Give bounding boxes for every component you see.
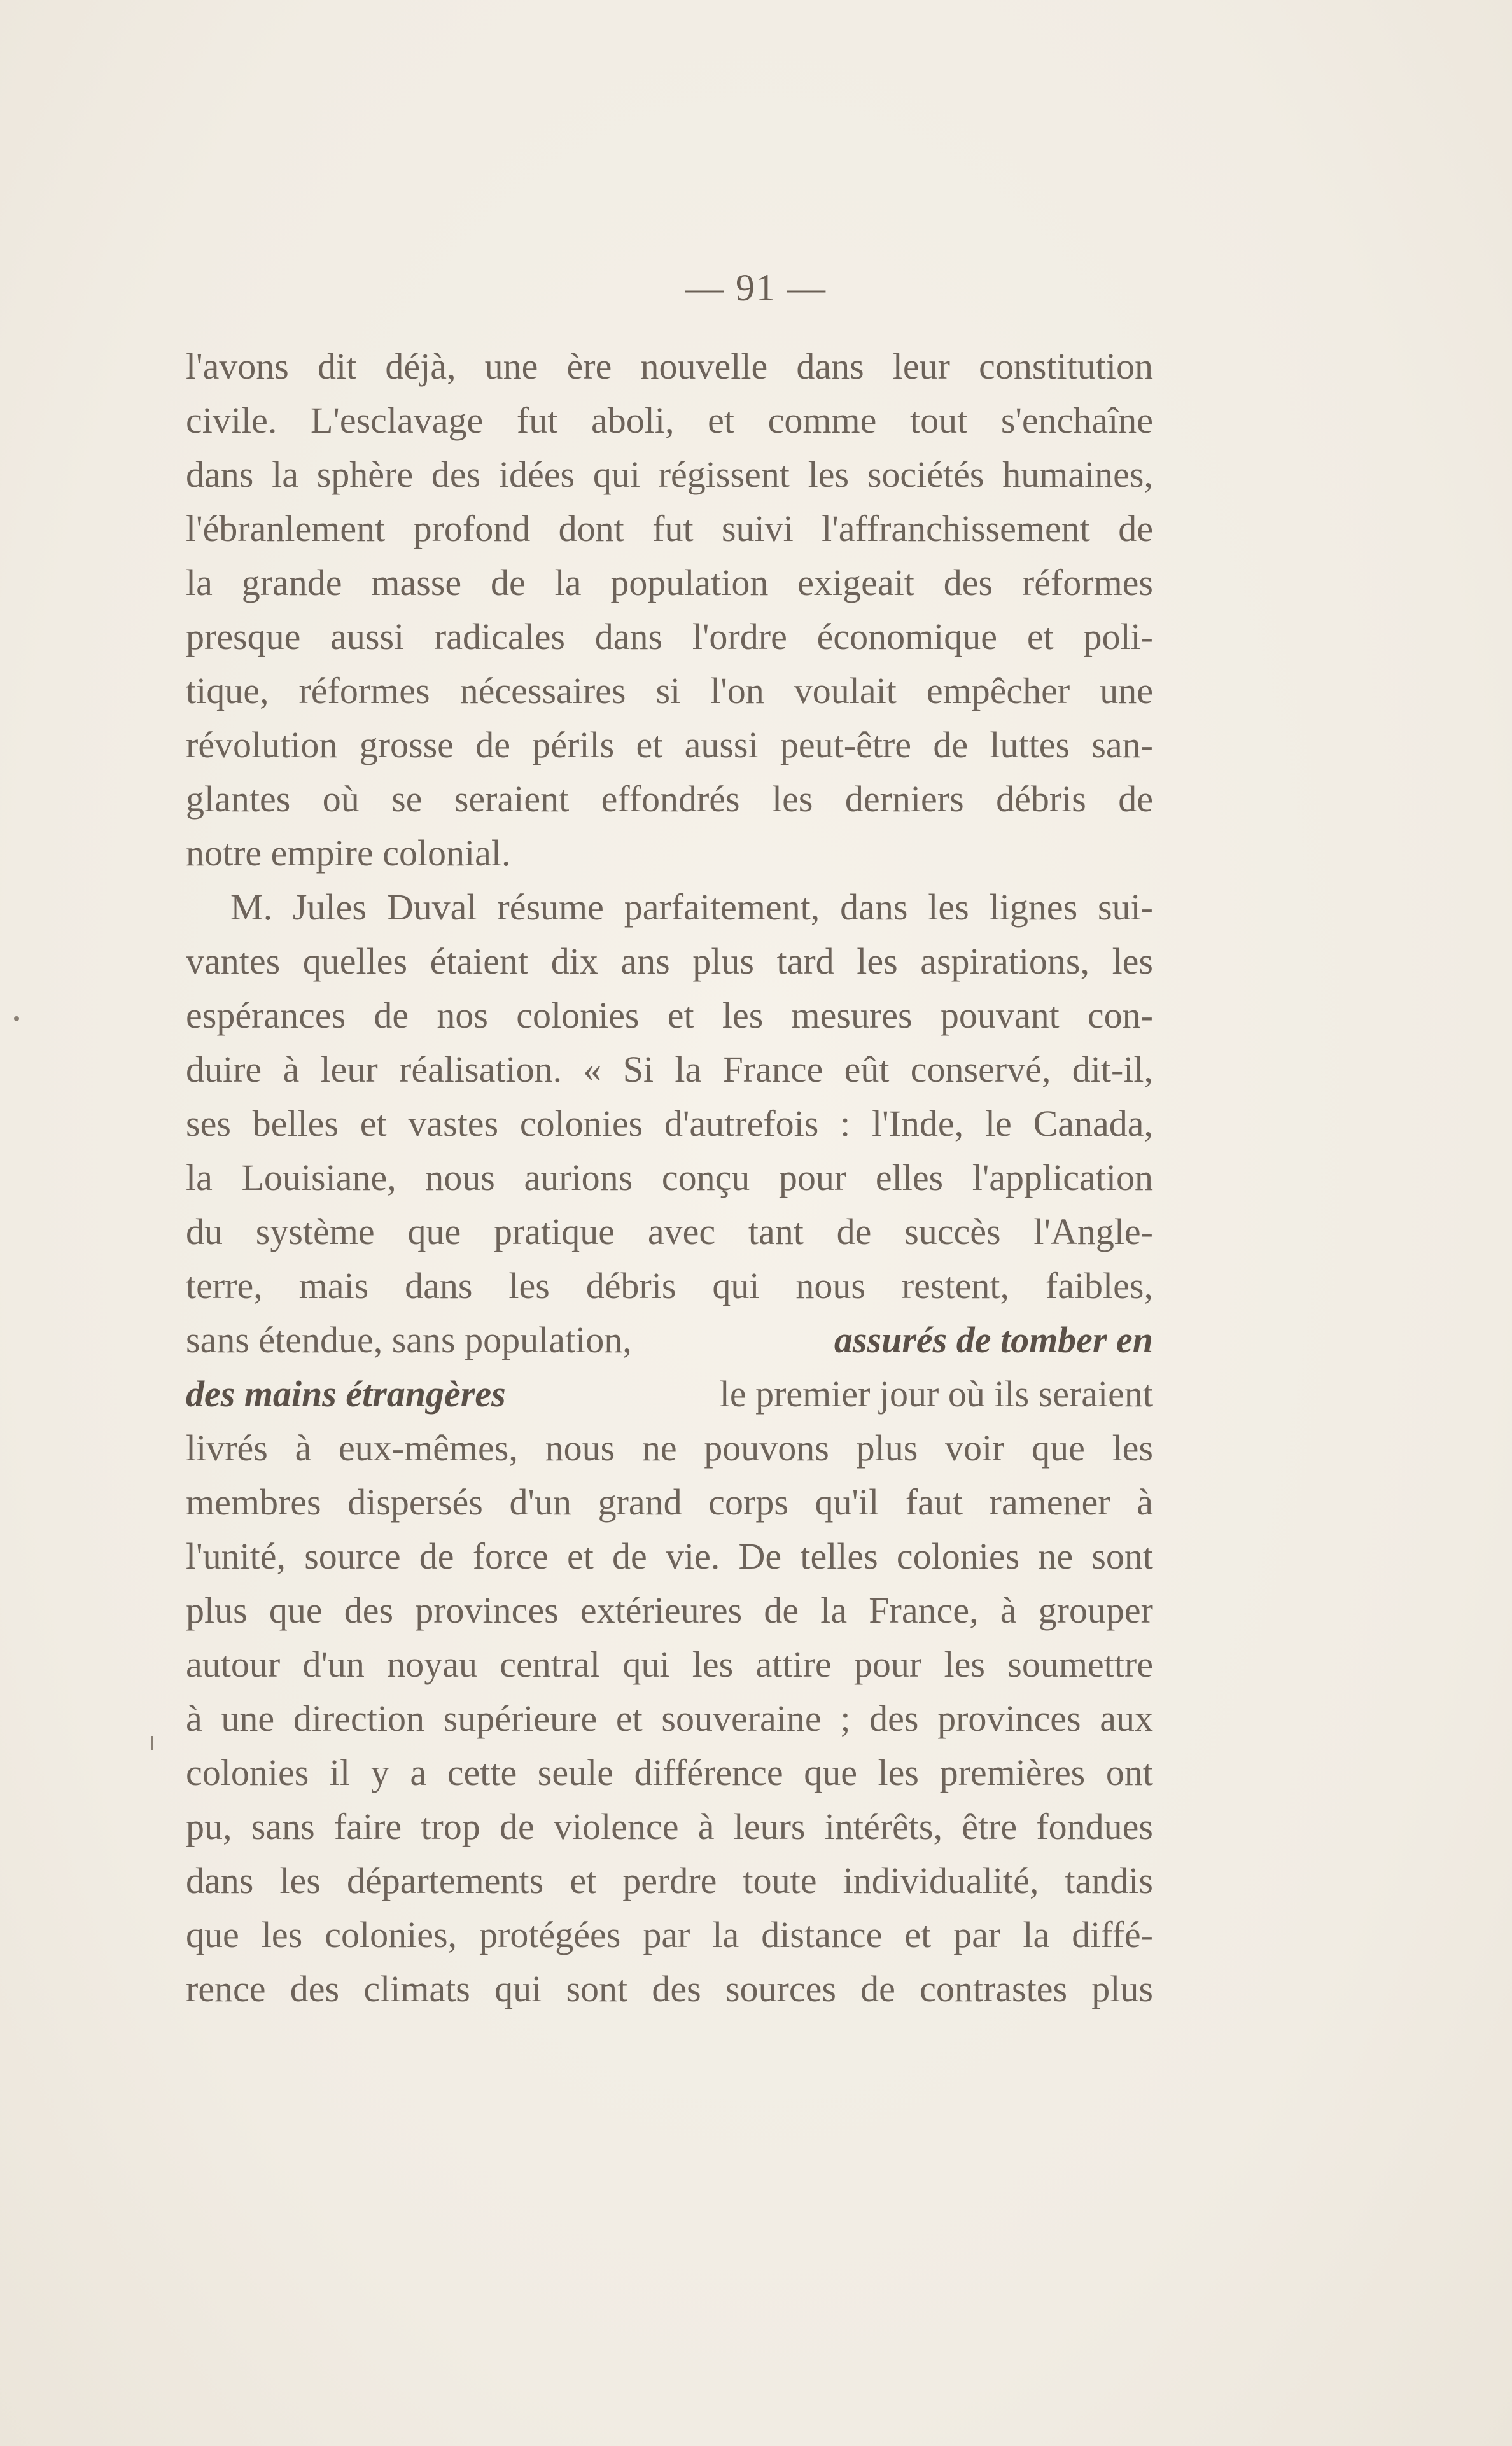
text-line: ses belles et vastes colonies d'autrefois : l'Inde, le Canada, xyxy=(186,1103,1153,1144)
text-line: du système que pratique avec tant de succès l'Angle- xyxy=(186,1211,1153,1252)
text-line: que les colonies, protégées par la distance et par la diffé- xyxy=(186,1914,1153,1955)
text-line: M. Jules Duval résume parfaitement, dans les lignes sui- xyxy=(230,886,1153,928)
text-line-mixed xyxy=(186,1315,1153,1366)
text-line: révolution grosse de périls et aussi peut-être de luttes san- xyxy=(186,724,1153,765)
italic-segment: assurés de tomber en xyxy=(834,1319,1153,1360)
text-line: la Louisiane, nous aurions conçu pour elles l'application xyxy=(186,1157,1153,1198)
margin-dot-mark xyxy=(14,1016,19,1021)
text-line: vantes quelles étaient dix ans plus tard les aspirations, les xyxy=(186,940,1153,982)
text-line-mixed xyxy=(186,1369,1153,1420)
text-line: rence des climats qui sont des sources de contrastes plus xyxy=(186,1968,1153,2009)
text-line: autour d'un noyau central qui les attire pour les soumettre xyxy=(186,1644,1153,1685)
text-line: duire à leur réalisation. « Si la France eût conservé, dit-il, xyxy=(186,1049,1153,1090)
text-line: pu, sans faire trop de violence à leurs intérêts, être fondues xyxy=(186,1806,1153,1847)
text-line: notre empire colonial. xyxy=(186,832,511,874)
text-line: glantes où se seraient effondrés les derniers débris de xyxy=(186,778,1153,820)
text-line: la grande masse de la population exigeait des réformes xyxy=(186,562,1153,603)
text-line: espérances de nos colonies et les mesures pouvant con- xyxy=(186,995,1153,1036)
page-number: — 91 — xyxy=(685,267,827,309)
text-line: dans la sphère des idées qui régissent les sociétés humaines, xyxy=(186,454,1153,495)
text-line: dans les départements et perdre toute individualité, tandis xyxy=(186,1860,1153,1901)
text-line: membres dispersés d'un grand corps qu'il faut ramener à xyxy=(186,1481,1153,1523)
text-line: colonies il y a cette seule différence que les premières ont xyxy=(186,1752,1153,1793)
text-line: l'avons dit déjà, une ère nouvelle dans leur constitution xyxy=(186,346,1153,387)
text-line: l'unité, source de force et de vie. De telles colonies ne sont xyxy=(186,1535,1153,1577)
text-line: l'ébranlement profond dont fut suivi l'affranchissement de xyxy=(186,508,1153,549)
text-line: terre, mais dans les débris qui nous restent, faibles, xyxy=(186,1265,1153,1306)
text-line: tique, réformes nécessaires si l'on voulait empêcher une xyxy=(186,670,1153,711)
text-line: civile. L'esclavage fut aboli, et comme tout s'enchaîne xyxy=(186,400,1153,441)
text-line: livrés à eux-mêmes, nous ne pouvons plus voir que les xyxy=(186,1427,1153,1469)
text-line: à une direction supérieure et souveraine ; des provinces aux xyxy=(186,1698,1153,1739)
text-line: plus que des provinces extérieures de la France, à grouper xyxy=(186,1590,1153,1631)
margin-tick-mark xyxy=(151,1736,153,1750)
italic-segment: des mains étrangères xyxy=(186,1373,506,1415)
text-segment: sans étendue, sans population, xyxy=(186,1319,632,1360)
text-line: presque aussi radicales dans l'ordre économique et poli- xyxy=(186,616,1153,657)
text-segment: le premier jour où ils seraient xyxy=(719,1373,1153,1415)
